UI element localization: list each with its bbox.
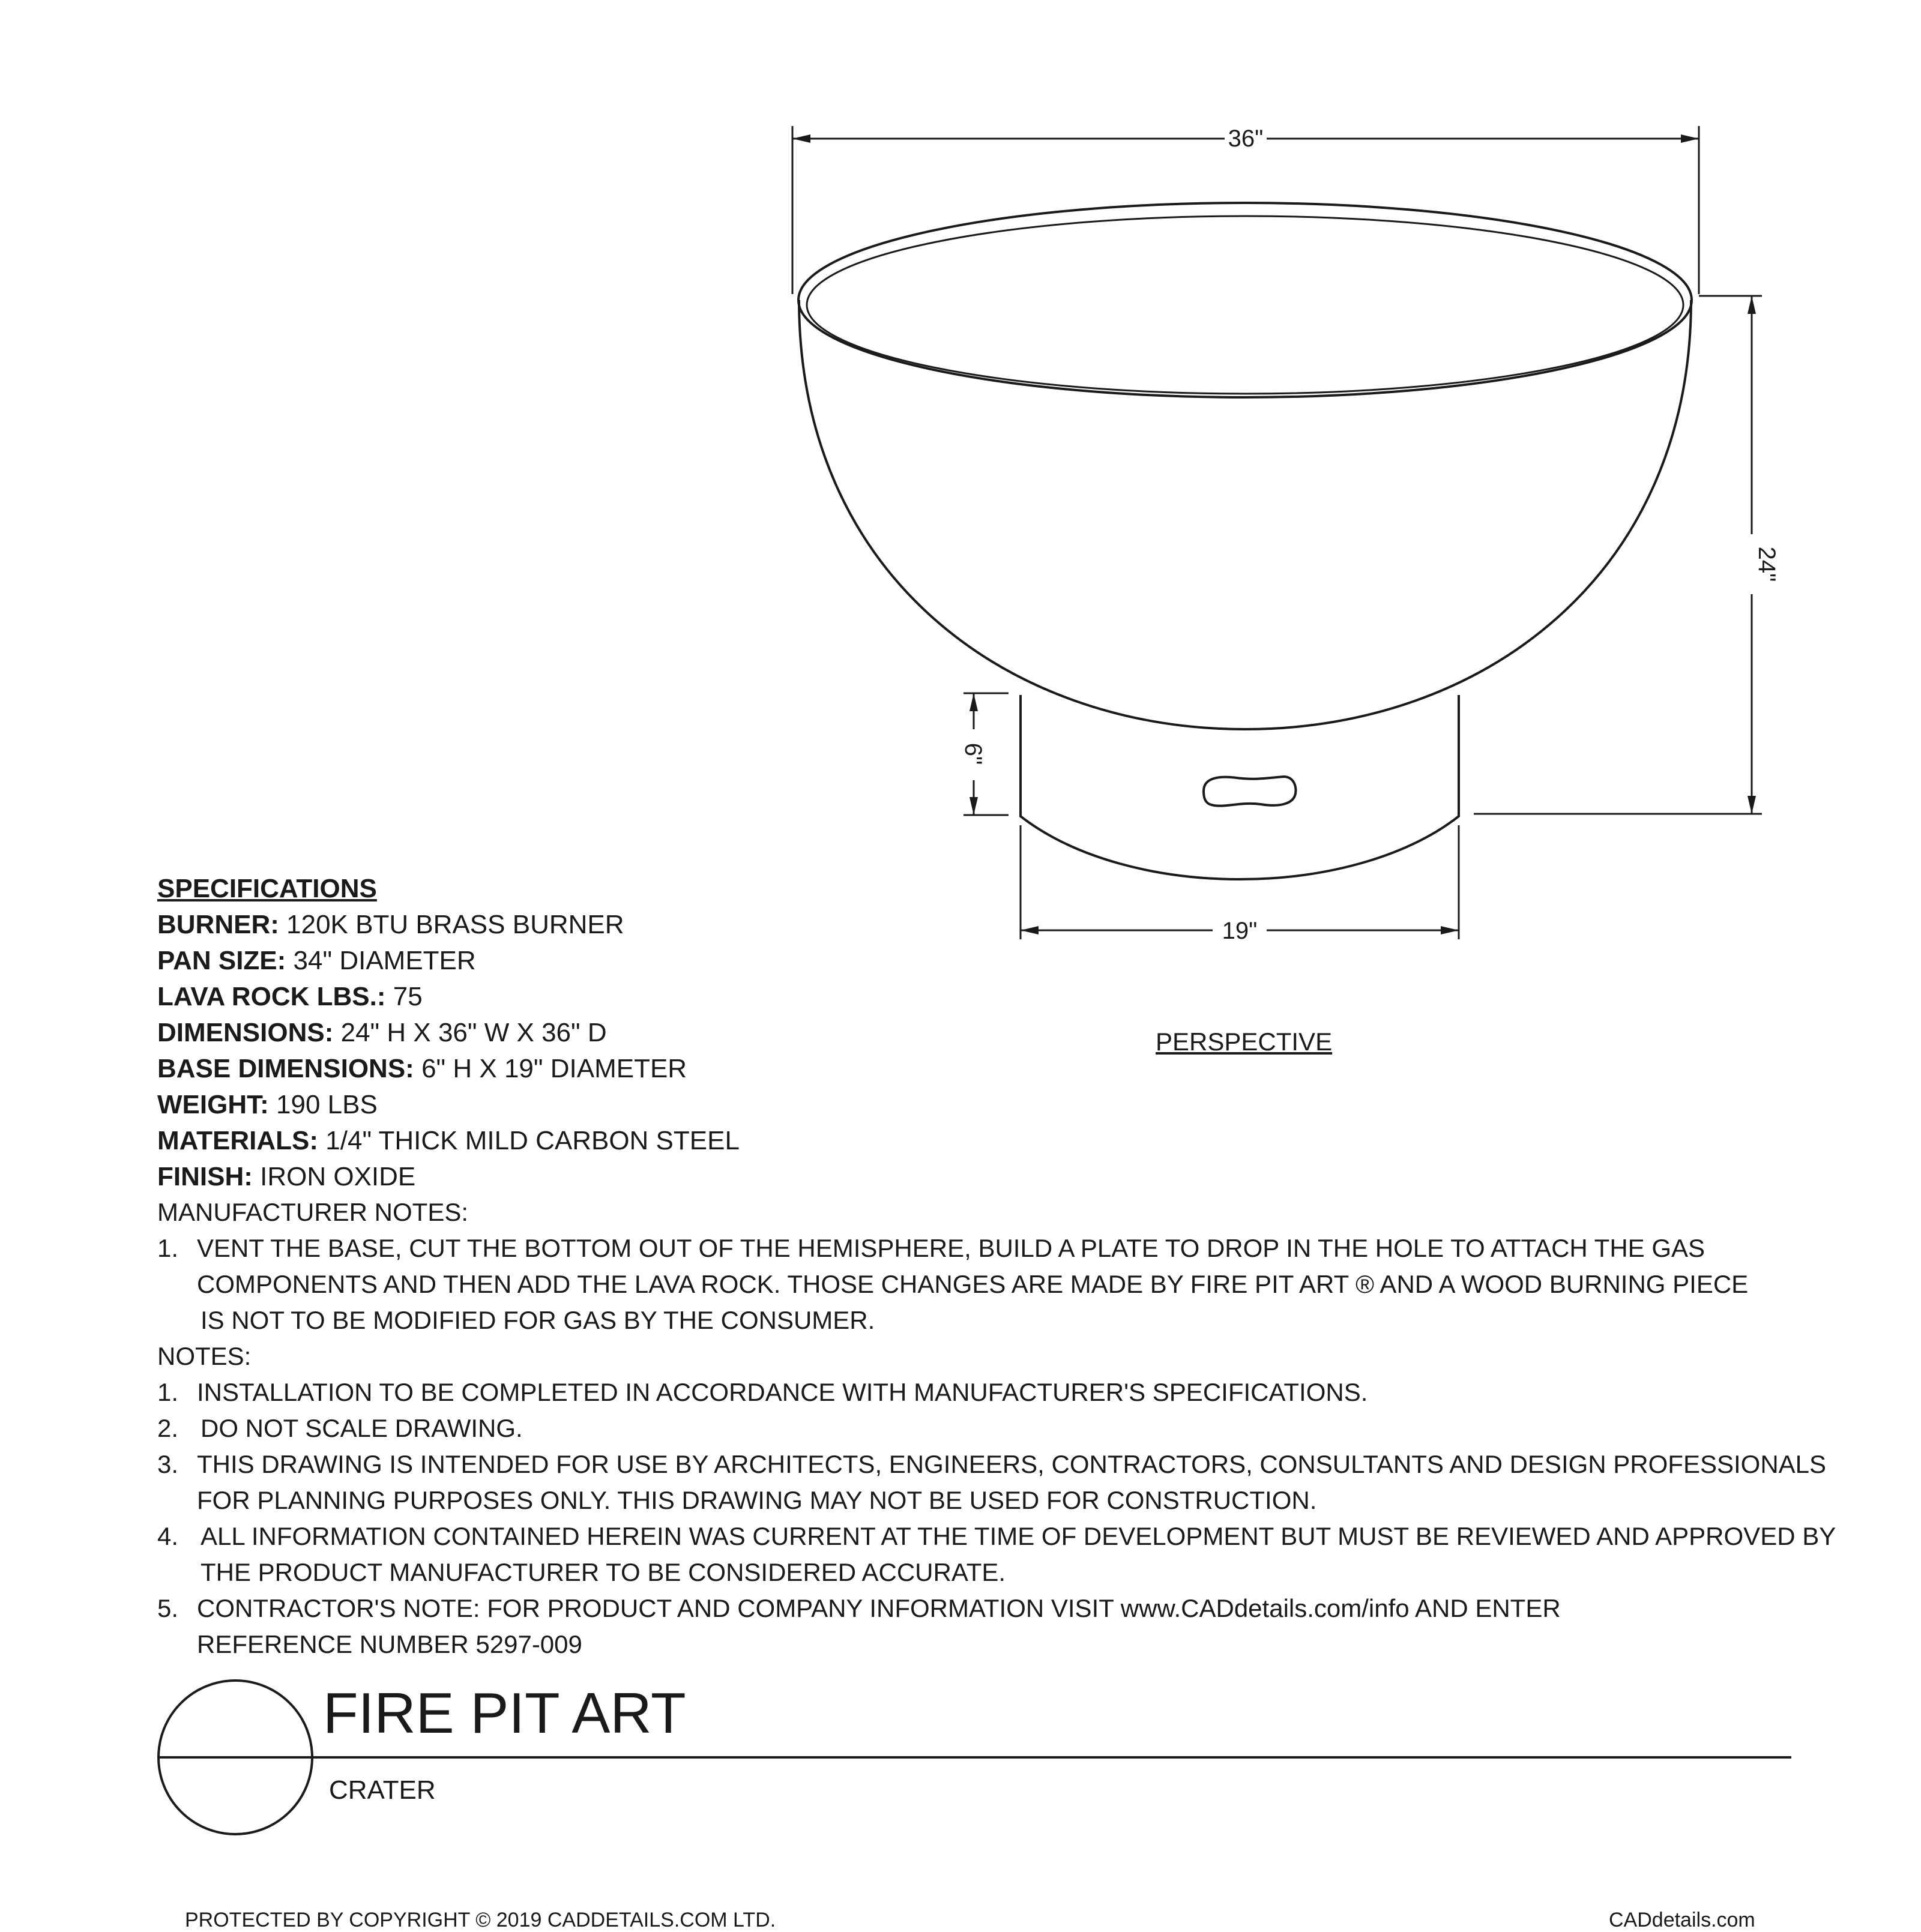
manufacturer-note-line: COMPONENTS AND THEN ADD THE LAVA ROCK. THOSE CHANGES ARE MADE BY FIRE PIT ART ® AND A WOOD BURNING PIECE	[197, 1270, 1749, 1298]
note-line: FOR PLANNING PURPOSES ONLY. THIS DRAWING MAY NOT BE USED FOR CONSTRUCTION.	[197, 1486, 1317, 1514]
brand-mark: CADdetails.com	[1609, 1909, 1755, 1931]
base-outline	[1021, 695, 1459, 879]
spec-materials: MATERIALS: 1/4" THICK MILD CARBON STEEL	[157, 1126, 740, 1155]
note-line: THE PRODUCT MANUFACTURER TO BE CONSIDERED ACCURATE.	[201, 1558, 1006, 1586]
drawing-title: FIRE PIT ART	[323, 1681, 686, 1745]
notes-heading: NOTES:	[157, 1342, 252, 1370]
note-number: 1.	[157, 1378, 179, 1406]
dimension-base-diameter-label: 19"	[1222, 918, 1258, 944]
manufacturer-notes-heading: MANUFACTURER NOTES:	[157, 1198, 469, 1226]
spec-finish: FINISH: IRON OXIDE	[157, 1162, 416, 1191]
manufacturer-note-number: 1.	[157, 1234, 179, 1262]
note-line: INSTALLATION TO BE COMPLETED IN ACCORDANCE WITH MANUFACTURER'S SPECIFICATIONS.	[197, 1378, 1368, 1406]
note-line: DO NOT SCALE DRAWING.	[201, 1414, 523, 1442]
dimension-width-label: 36"	[1228, 125, 1264, 152]
note-number: 3.	[157, 1450, 179, 1478]
base-vent	[1204, 777, 1295, 806]
copyright-notice: PROTECTED BY COPYRIGHT © 2019 CADDETAILS.COM LTD.	[185, 1909, 776, 1931]
spec-burner: BURNER: 120K BTU BRASS BURNER	[157, 910, 624, 939]
view-label: PERSPECTIVE	[1156, 1028, 1333, 1056]
spec-dimensions: DIMENSIONS: 24" H X 36" W X 36" D	[157, 1018, 607, 1047]
spec-weight: WEIGHT: 190 LBS	[157, 1090, 378, 1119]
spec-pan-size: PAN SIZE: 34" DIAMETER	[157, 946, 476, 975]
note-line: CONTRACTOR'S NOTE: FOR PRODUCT AND COMPANY INFORMATION VISIT www.CADdetails.com/info AND ENTER	[197, 1594, 1561, 1622]
note-line: ALL INFORMATION CONTAINED HEREIN WAS CURRENT AT THE TIME OF DEVELOPMENT BUT MUST BE REVIEWED AND APPROVED BY	[201, 1522, 1836, 1550]
dimension-base-height-label: 6"	[960, 742, 986, 765]
note-number: 5.	[157, 1594, 179, 1622]
spec-base-dimensions: BASE DIMENSIONS: 6" H X 19" DIAMETER	[157, 1054, 687, 1083]
manufacturer-note-line: IS NOT TO BE MODIFIED FOR GAS BY THE CONSUMER.	[201, 1306, 875, 1334]
note-number: 4.	[157, 1522, 179, 1550]
bowl-body	[799, 300, 1691, 729]
dimension-height-label: 24"	[1754, 546, 1780, 582]
note-line: REFERENCE NUMBER 5297-009	[197, 1630, 582, 1658]
bowl-rim-outer	[798, 203, 1692, 397]
note-line: THIS DRAWING IS INTENDED FOR USE BY ARCHITECTS, ENGINEERS, CONTRACTORS, CONSULTANTS AND DESIGN PROFESSIONALS	[197, 1450, 1827, 1478]
drawing-subtitle: CRATER	[329, 1775, 436, 1805]
specifications-heading: SPECIFICATIONS	[157, 874, 377, 903]
manufacturer-note-line: VENT THE BASE, CUT THE BOTTOM OUT OF THE HEMISPHERE, BUILD A PLATE TO DROP IN THE HOLE TO ATTACH THE GAS	[197, 1234, 1705, 1262]
bowl-rim-inner	[807, 216, 1683, 394]
spec-lava-rock: LAVA ROCK LBS.: 75	[157, 982, 423, 1011]
note-number: 2.	[157, 1414, 179, 1442]
